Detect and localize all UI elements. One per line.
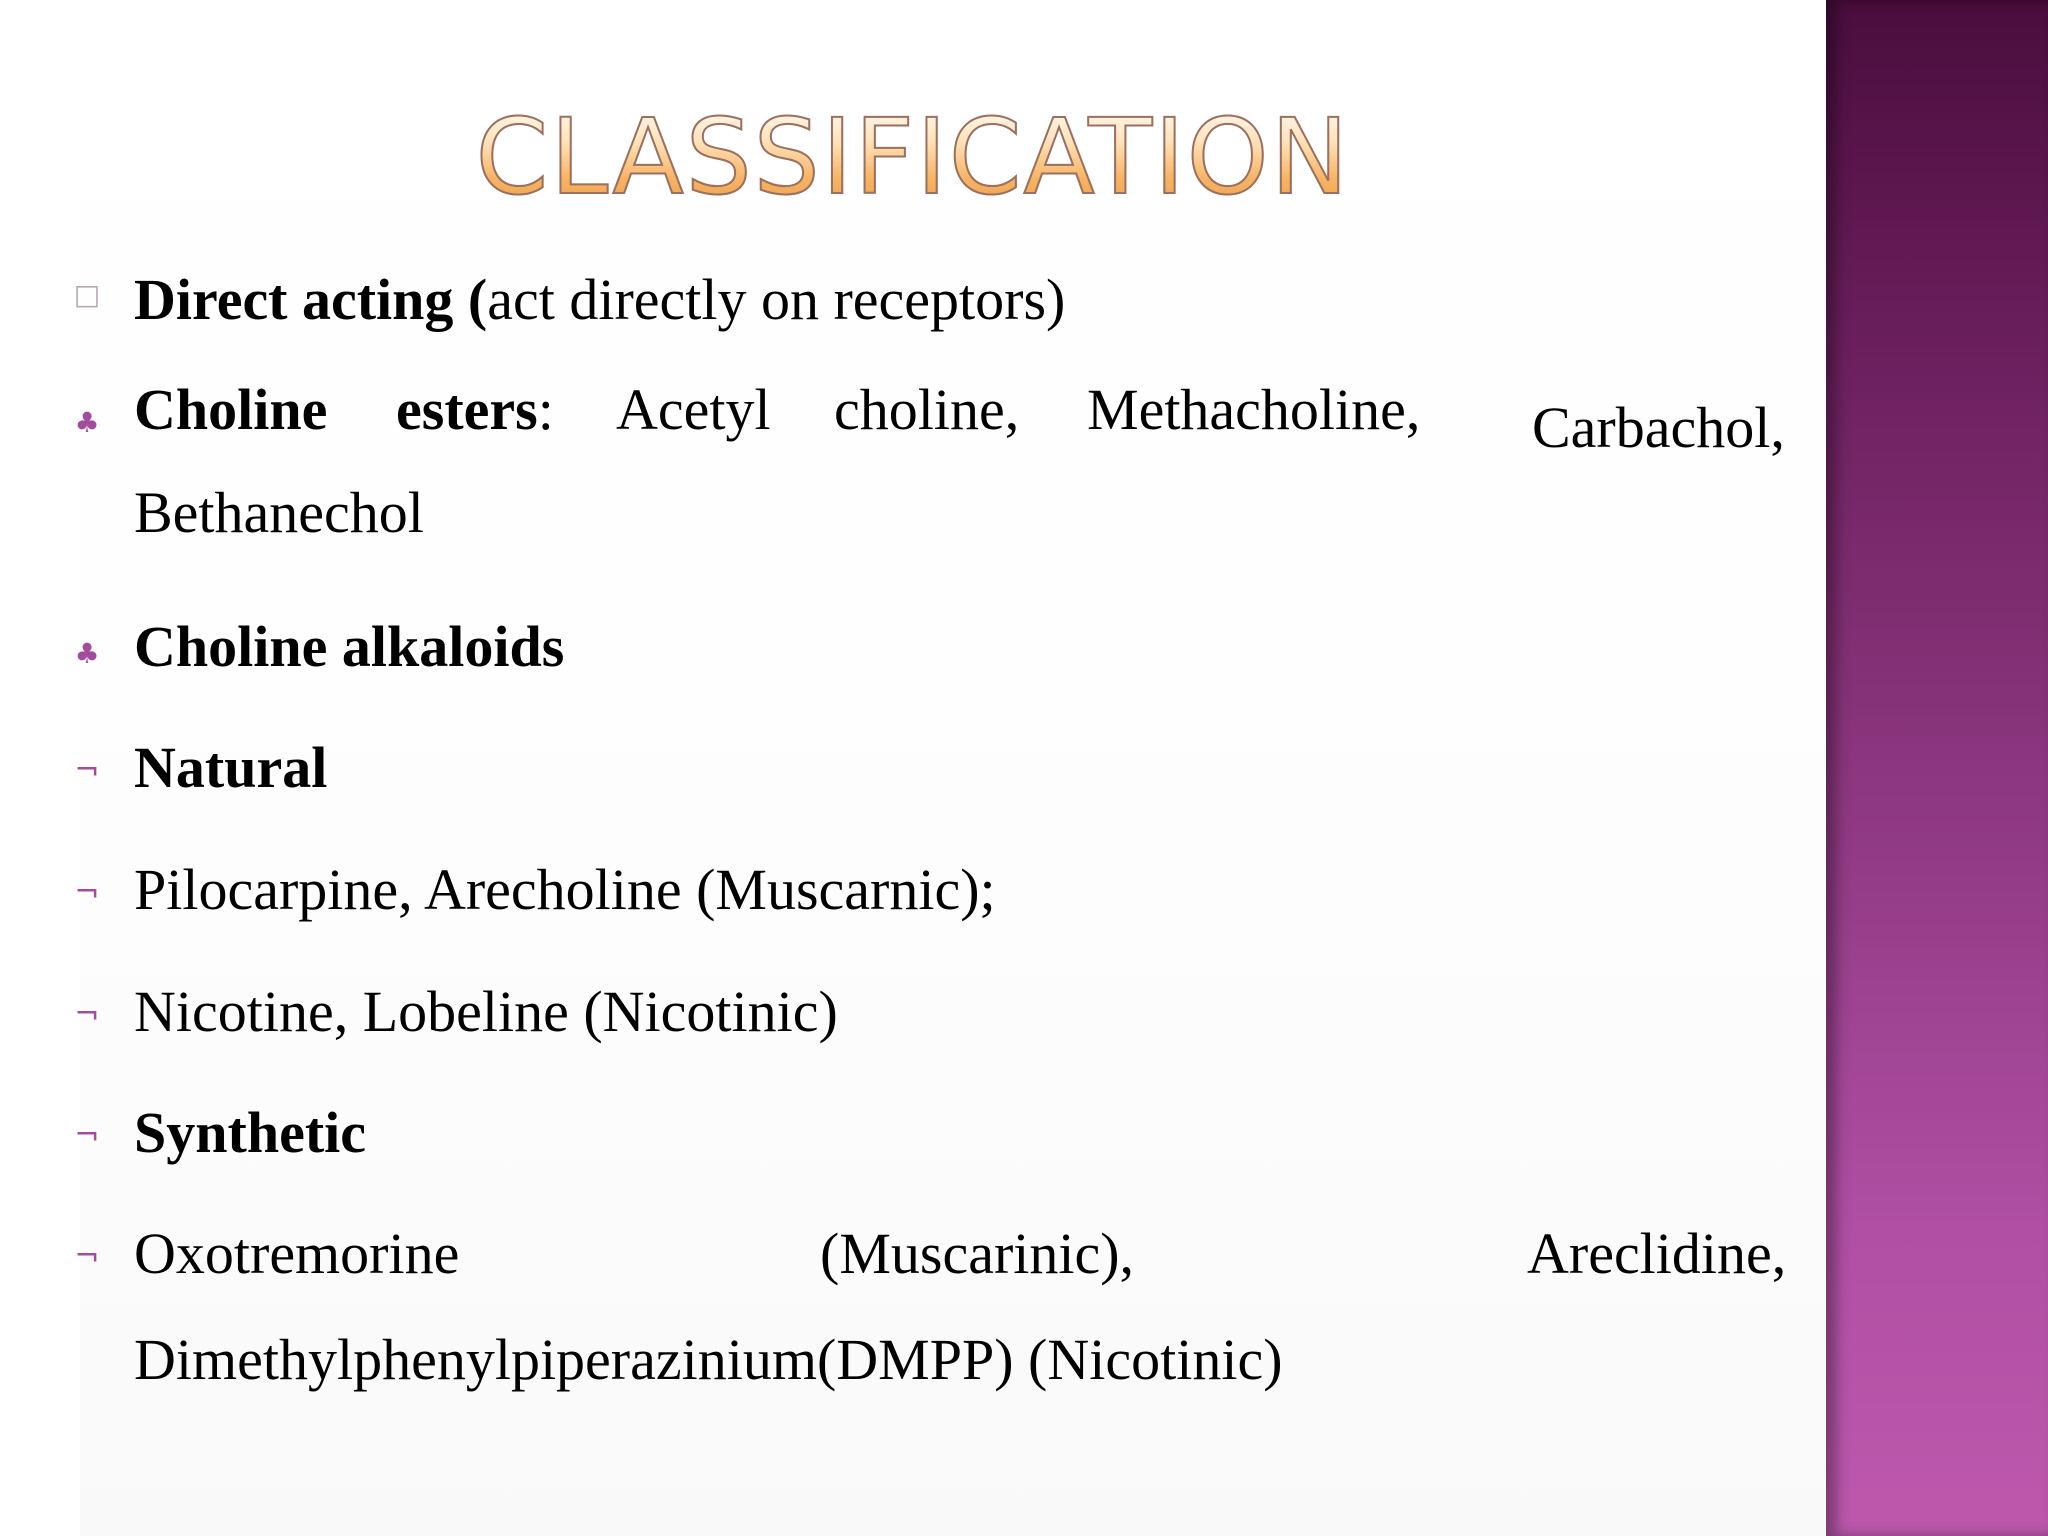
choline-esters-word-6: Carbachol, — [1532, 395, 1785, 460]
list-item-pilocarpine — [0, 855, 1826, 925]
list-item-choline-esters-continued — [0, 478, 1826, 548]
list-item-direct-acting — [0, 265, 1826, 335]
choline-esters-line-2: Bethanechol — [134, 480, 424, 545]
list-item-nicotine — [0, 977, 1826, 1047]
oxotremorine-word-1: Oxotremorine — [134, 1221, 460, 1286]
negation-bullet-icon: ¬ — [74, 1118, 100, 1153]
choline-esters-word-3: Acetyl — [616, 377, 771, 442]
choline-esters-word-1: Choline — [134, 377, 328, 442]
list-item-natural — [0, 733, 1826, 803]
list-item-oxotremorine-continued — [0, 1325, 1826, 1395]
choline-esters-word-2: esters — [396, 377, 538, 442]
direct-acting-label: Direct acting ( — [134, 267, 488, 332]
slide-title: CLASSIFICATION — [0, 105, 1826, 209]
choline-alkaloids-heading: Choline alkaloids — [134, 614, 565, 679]
club-bullet-icon: ♣ — [74, 406, 100, 439]
choline-esters-colon: : — [537, 377, 554, 442]
list-item-synthetic — [0, 1098, 1826, 1168]
oxotremorine-word-3: Areclidine, — [1527, 1221, 1787, 1286]
direct-acting-description: act directly on receptors) — [487, 267, 1066, 332]
box-bullet-icon: □ — [73, 278, 101, 311]
negation-bullet-icon: ¬ — [74, 753, 100, 788]
nicotine-text: Nicotine, Lobeline (Nicotinic) — [134, 979, 838, 1044]
list-item-choline-alkaloids — [0, 612, 1826, 682]
choline-esters-word-5: Methacholine, — [1087, 377, 1421, 442]
club-bullet-icon: ♣ — [74, 637, 100, 670]
oxotremorine-line-2: Dimethylphenylpiperazinium(DMPP) (Nicotinic) — [134, 1327, 1283, 1392]
negation-bullet-icon: ¬ — [74, 1239, 100, 1274]
natural-heading: Natural — [134, 735, 328, 800]
negation-bullet-icon: ¬ — [74, 997, 100, 1032]
choline-esters-word-4: choline, — [834, 377, 1020, 442]
synthetic-heading: Synthetic — [134, 1100, 366, 1165]
list-item-choline-esters — [0, 375, 1826, 460]
list-item-oxotremorine — [0, 1219, 1826, 1289]
pilocarpine-text: Pilocarpine, Arecholine (Muscarnic); — [134, 857, 996, 922]
side-decoration-band — [1826, 0, 2048, 1536]
negation-bullet-icon: ¬ — [74, 875, 100, 910]
oxotremorine-word-2: (Muscarinic), — [820, 1221, 1135, 1286]
